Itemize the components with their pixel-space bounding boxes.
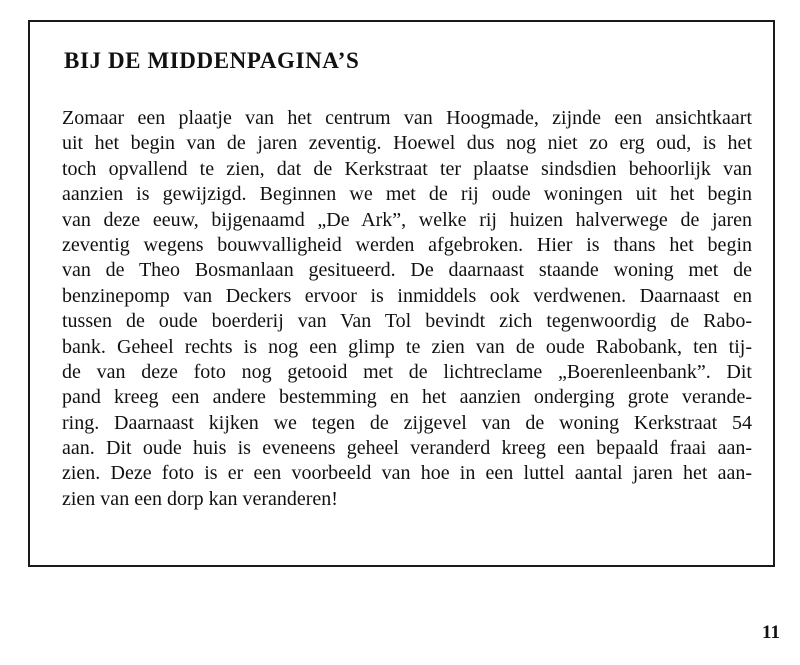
article-body — [62, 106, 752, 512]
page-number: 11 — [762, 622, 780, 643]
body-line: Zomaar een plaatje van het centrum van Hoogmade, zijnde een ansichtkaart — [62, 107, 752, 129]
body-line: de van deze foto nog getooid met de lichtreclame „Boerenleenbank”. Dit — [62, 360, 752, 383]
body-line: zien. Deze foto is er een voorbeeld van hoe in een luttel aantal jaren het aan- — [62, 462, 752, 485]
body-line: van deze eeuw, bijgenaamd „De Ark”, welke rij huizen halverwege de jaren — [62, 208, 752, 231]
body-line: aanzien is gewijzigd. Beginnen we met de rij oude woningen uit het begin — [62, 183, 752, 206]
body-line: pand kreeg een andere bestemming en het aanzien onderging grote verande- — [62, 386, 752, 409]
body-line: benzinepomp van Deckers ervoor is inmiddels ook verdwenen. Daarnaast en — [62, 284, 752, 307]
body-line: zien van een dorp kan veranderen! — [62, 487, 338, 510]
article-title: BIJ DE MIDDENPAGINA’S — [64, 48, 360, 73]
body-line: aan. Dit oude huis is eveneens geheel veranderd kreeg een bepaald fraai aan- — [62, 437, 752, 460]
body-line: van de Theo Bosmanlaan gesitueerd. De daarnaast staande woning met de — [62, 259, 752, 282]
body-line: uit het begin van de jaren zeventig. Hoewel dus nog niet zo erg oud, is het — [62, 132, 752, 155]
article-box — [28, 20, 775, 567]
body-line: tussen de oude boerderij van Van Tol bevindt zich tegenwoordig de Rabo- — [62, 310, 752, 333]
body-line: bank. Geheel rechts is nog een glimp te zien van de oude Rabobank, ten tij- — [62, 335, 752, 358]
body-line: ring. Daarnaast kijken we tegen de zijgevel van de woning Kerkstraat 54 — [62, 411, 752, 434]
body-line: toch opvallend te zien, dat de Kerkstraat ter plaatse sindsdien behoorlijk van — [62, 157, 752, 180]
body-line: zeventig wegens bouwvalligheid werden afgebroken. Hier is thans het begin — [62, 233, 752, 256]
